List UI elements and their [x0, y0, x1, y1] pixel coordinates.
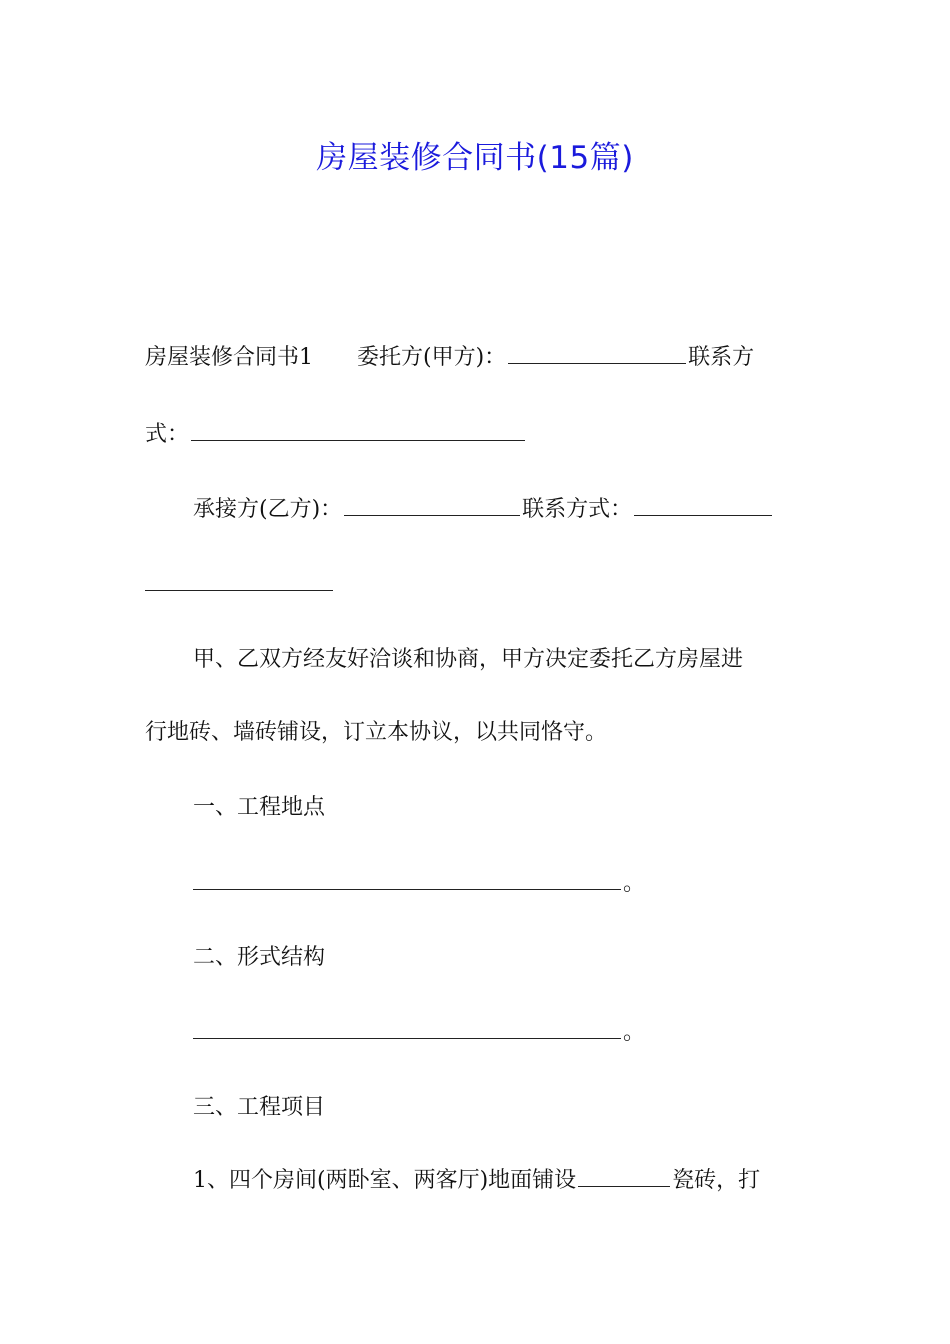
paragraph-intro-line2: 行地砖、墙砖铺设，订立本协议，以共同恪守。 — [145, 720, 608, 745]
contact-b-label: 联系方式： — [522, 497, 633, 522]
contract-line-party-a — [145, 343, 754, 373]
structure-period: 。 — [623, 1020, 646, 1045]
contract-line-contact-a — [145, 420, 527, 450]
party-b-label: 承接方(乙方)： — [193, 497, 343, 522]
contact-b-blank-cont — [145, 570, 333, 591]
document-title: 房屋装修合同书(15篇) — [316, 140, 634, 176]
contact-label-end: 式： — [145, 422, 190, 447]
structure-blank — [193, 1018, 621, 1039]
party-b-blank — [344, 495, 520, 516]
party-a-label: 房屋装修合同书1 委托方(甲方)： — [145, 345, 507, 370]
contract-line-party-b — [193, 495, 774, 525]
contact-label-start: 联系方 — [688, 345, 755, 370]
section-heading-location: 一、工程地点 — [193, 795, 326, 820]
paragraph-intro-line1: 甲、乙双方经友好洽谈和协商，甲方决定委托乙方房屋进 — [193, 647, 744, 672]
item-1-line — [193, 1166, 760, 1196]
party-a-blank — [508, 343, 686, 364]
location-blank — [193, 869, 621, 890]
structure-fill-line — [193, 1018, 645, 1048]
section-heading-structure: 二、形式结构 — [193, 945, 326, 970]
item-1-text-end: 瓷砖，打 — [672, 1168, 761, 1193]
contact-a-blank — [191, 420, 525, 441]
location-period: 。 — [623, 871, 646, 896]
section-heading-items: 三、工程项目 — [193, 1095, 326, 1120]
contact-b-blank — [634, 495, 772, 516]
item-1-text: 1、四个房间(两卧室、两客厅)地面铺设 — [193, 1168, 577, 1193]
contract-line-contact-b-cont — [145, 570, 335, 600]
tile-blank — [578, 1166, 670, 1187]
location-fill-line — [193, 869, 645, 899]
